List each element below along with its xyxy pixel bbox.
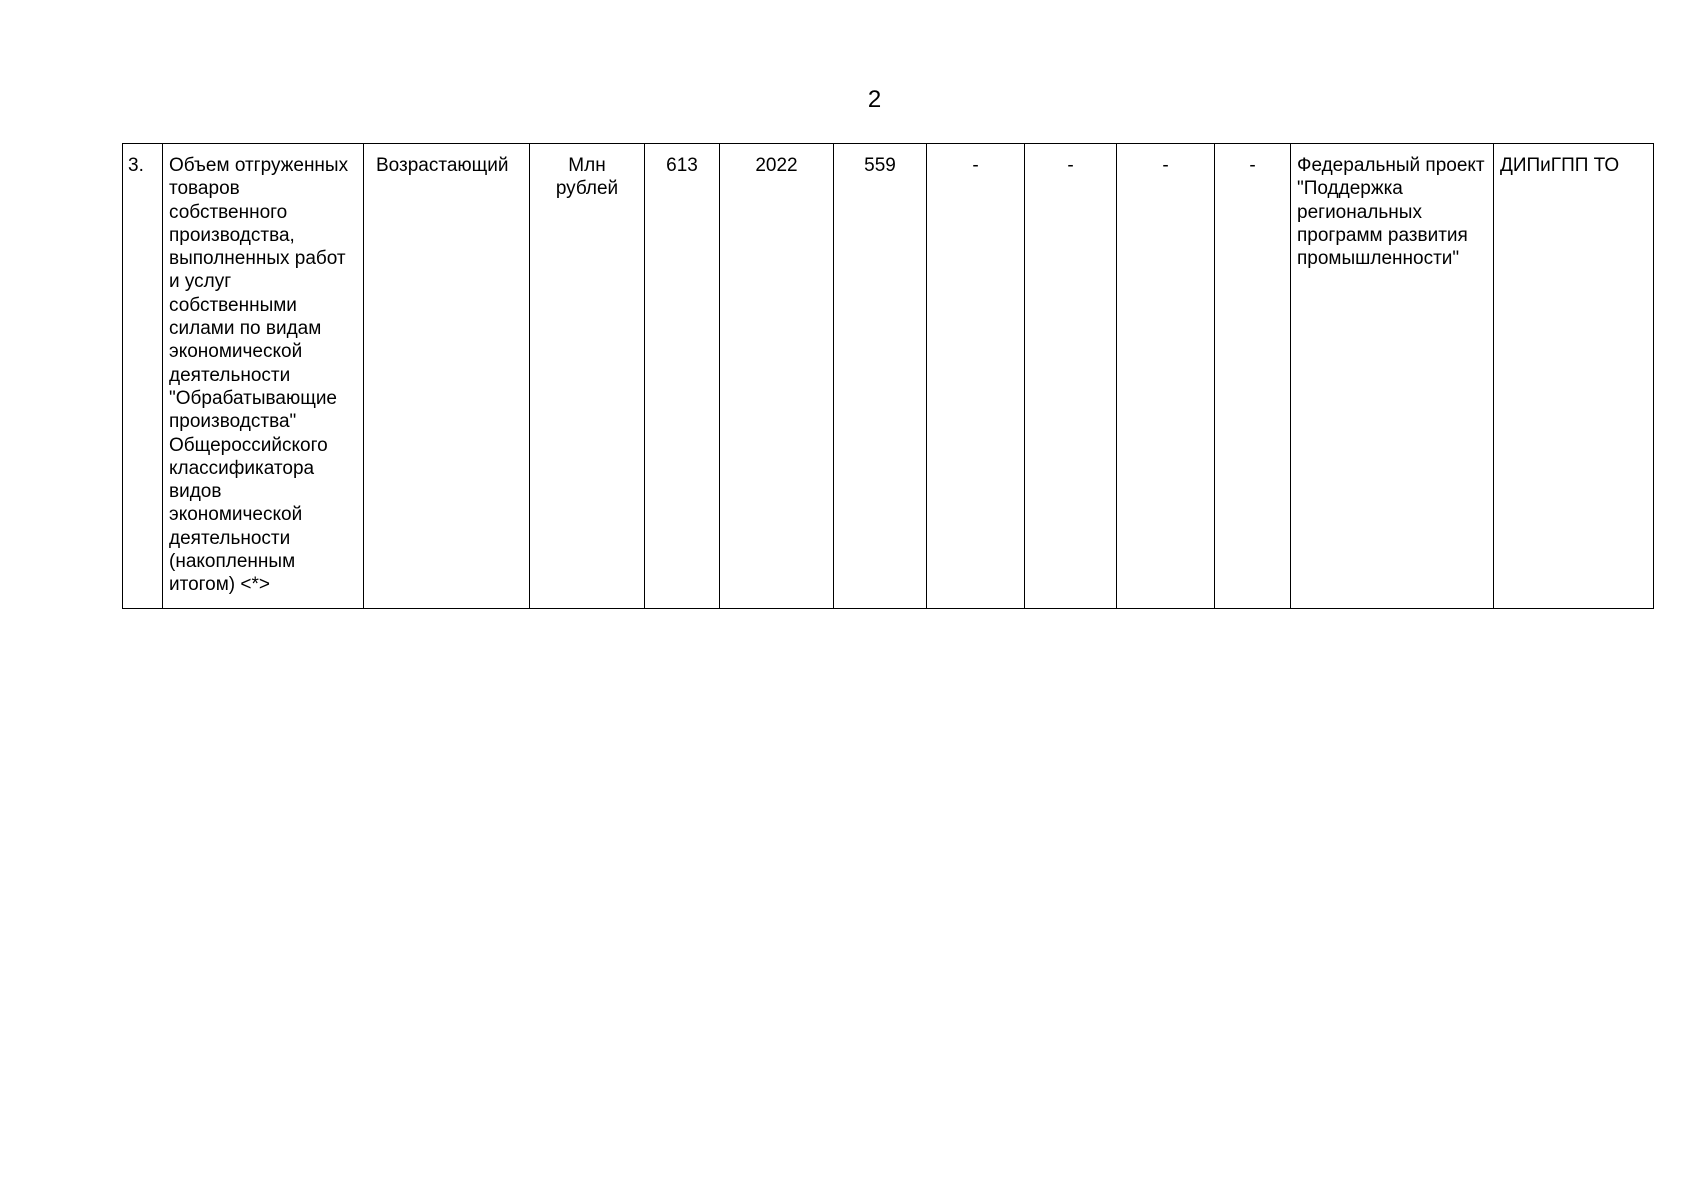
cell-value-1: 559 — [834, 144, 927, 609]
cell-project: Федеральный проект "Поддержка региональных программ развития промышленности" — [1291, 144, 1494, 609]
cell-base-year: 2022 — [720, 144, 834, 609]
cell-value-4: - — [1117, 144, 1215, 609]
table-row — [123, 144, 1654, 609]
cell-row-number: 3. — [123, 144, 163, 609]
cell-value-2: - — [927, 144, 1025, 609]
indicator-table — [122, 143, 1654, 609]
cell-responsible: ДИПиГПП ТО — [1494, 144, 1654, 609]
cell-value-5: - — [1215, 144, 1291, 609]
cell-value-3: - — [1025, 144, 1117, 609]
cell-base-value: 613 — [645, 144, 720, 609]
cell-trend: Возрастающий — [364, 144, 530, 609]
cell-indicator-name: Объем отгруженных товаров собственного производства, выполненных работ и услуг собственными силами по видам экономической деятельности "Обрабатывающие производства" Общероссийского классификатора видов экономической деятельности (накопленным итогом) <*> — [163, 144, 364, 609]
cell-unit: Млн рублей — [530, 144, 645, 609]
page-number: 2 — [867, 86, 882, 113]
